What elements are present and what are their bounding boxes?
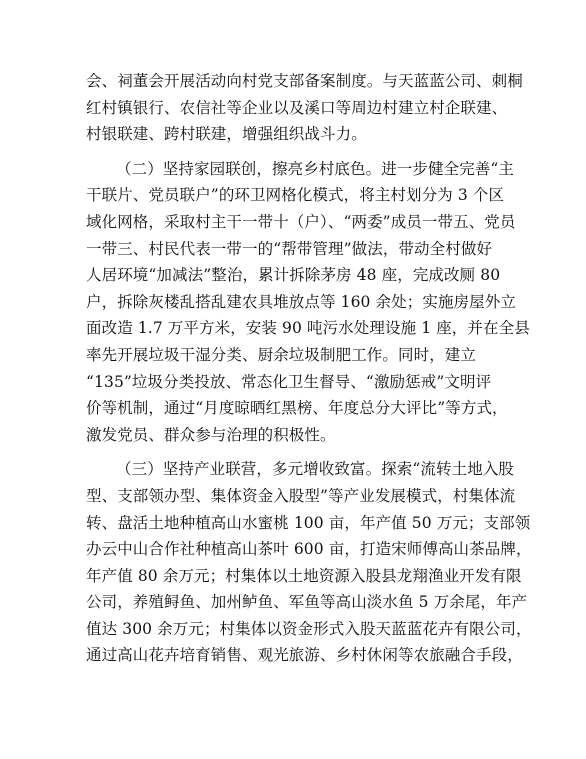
- paragraph-gap: [86, 448, 500, 456]
- paragraph-line: 干联片、党员联户”的环卫网格化模式，将主村划分为 3 个区: [86, 186, 505, 205]
- paragraph-line: 公司，养殖鲟鱼、加州鲈鱼、军鱼等高山淡水鱼 5 万余尾，年产: [86, 593, 528, 612]
- paragraph-line: 年产值 80 余万元；村集体以土地资源入股县龙翔渔业开发有限: [86, 566, 522, 585]
- paragraph-line: 率先开展垃圾干湿分类、厨余垃圾制肥工作。同时，建立: [86, 345, 477, 364]
- document-page: [86, 68, 532, 669]
- paragraph-line: 红村镇银行、农信社等企业以及溪口等周边村建立村企联建、: [86, 98, 508, 117]
- paragraph-line: 户，拆除灰楼乱搭乱建农具堆放点等 160 余处；实施房屋外立: [86, 292, 516, 311]
- paragraph-line: 通过高山花卉培育销售、观光旅游、乡村休闲等农旅融合手段，: [86, 646, 523, 665]
- paragraph-line: （二）坚持家园联创，擦亮乡村底色。进一步健全完善“主: [116, 159, 515, 178]
- paragraph-2: [86, 156, 530, 449]
- paragraph-line: （三）坚持产业联营，多元增收致富。探索“流转土地入股: [116, 460, 515, 479]
- paragraph-line: 村银联建、跨村联建，增强组织战斗力。: [86, 125, 367, 144]
- paragraph-1: [86, 68, 523, 148]
- paragraph-line: 域化网格，采取村主干一带十（户）、“两委”成员一带五、党员: [86, 212, 516, 231]
- paragraph-line: 激发党员、群众参与治理的积极性。: [86, 425, 336, 444]
- paragraph-line: “135”垃圾分类投放、常态化卫生督导、“激励惩戒”文明评: [86, 372, 492, 391]
- paragraph-line: 值达 300 余万元；村集体以资金形式入股天蓝蓝花卉有限公司，: [86, 619, 532, 638]
- paragraph-line: 会、祠董会开展活动向村党支部备案制度。与天蓝蓝公司、刺桐: [86, 72, 523, 90]
- paragraph-line: 人居环境“加减法”整治，累计拆除茅房 48 座，完成改厕 80: [86, 266, 501, 285]
- paragraph-line: 价等机制，通过“月度晾晒红黑榜、年度总分大评比”等方式，: [86, 399, 508, 418]
- paragraph-line: 办云中山合作社种植高山茶叶 600 亩，打造宋师傅高山茶品牌，: [86, 540, 532, 559]
- paragraph-line: 面改造 1.7 万平方米，安装 90 吨污水处理设施 1 座，并在全县: [86, 319, 530, 338]
- paragraph-line: 转、盘活土地种植高山水蜜桃 100 亩，年产值 50 万元；支部领: [86, 513, 531, 532]
- paragraph-line: 一带三、村民代表一带一的“帮带管理”做法，带动全村做好: [86, 239, 493, 258]
- paragraph-line: 型、支部领办型、集体资金入股型”等产业发展模式，村集体流: [86, 486, 516, 505]
- paragraph-gap: [86, 148, 500, 156]
- paragraph-3: [86, 456, 532, 669]
